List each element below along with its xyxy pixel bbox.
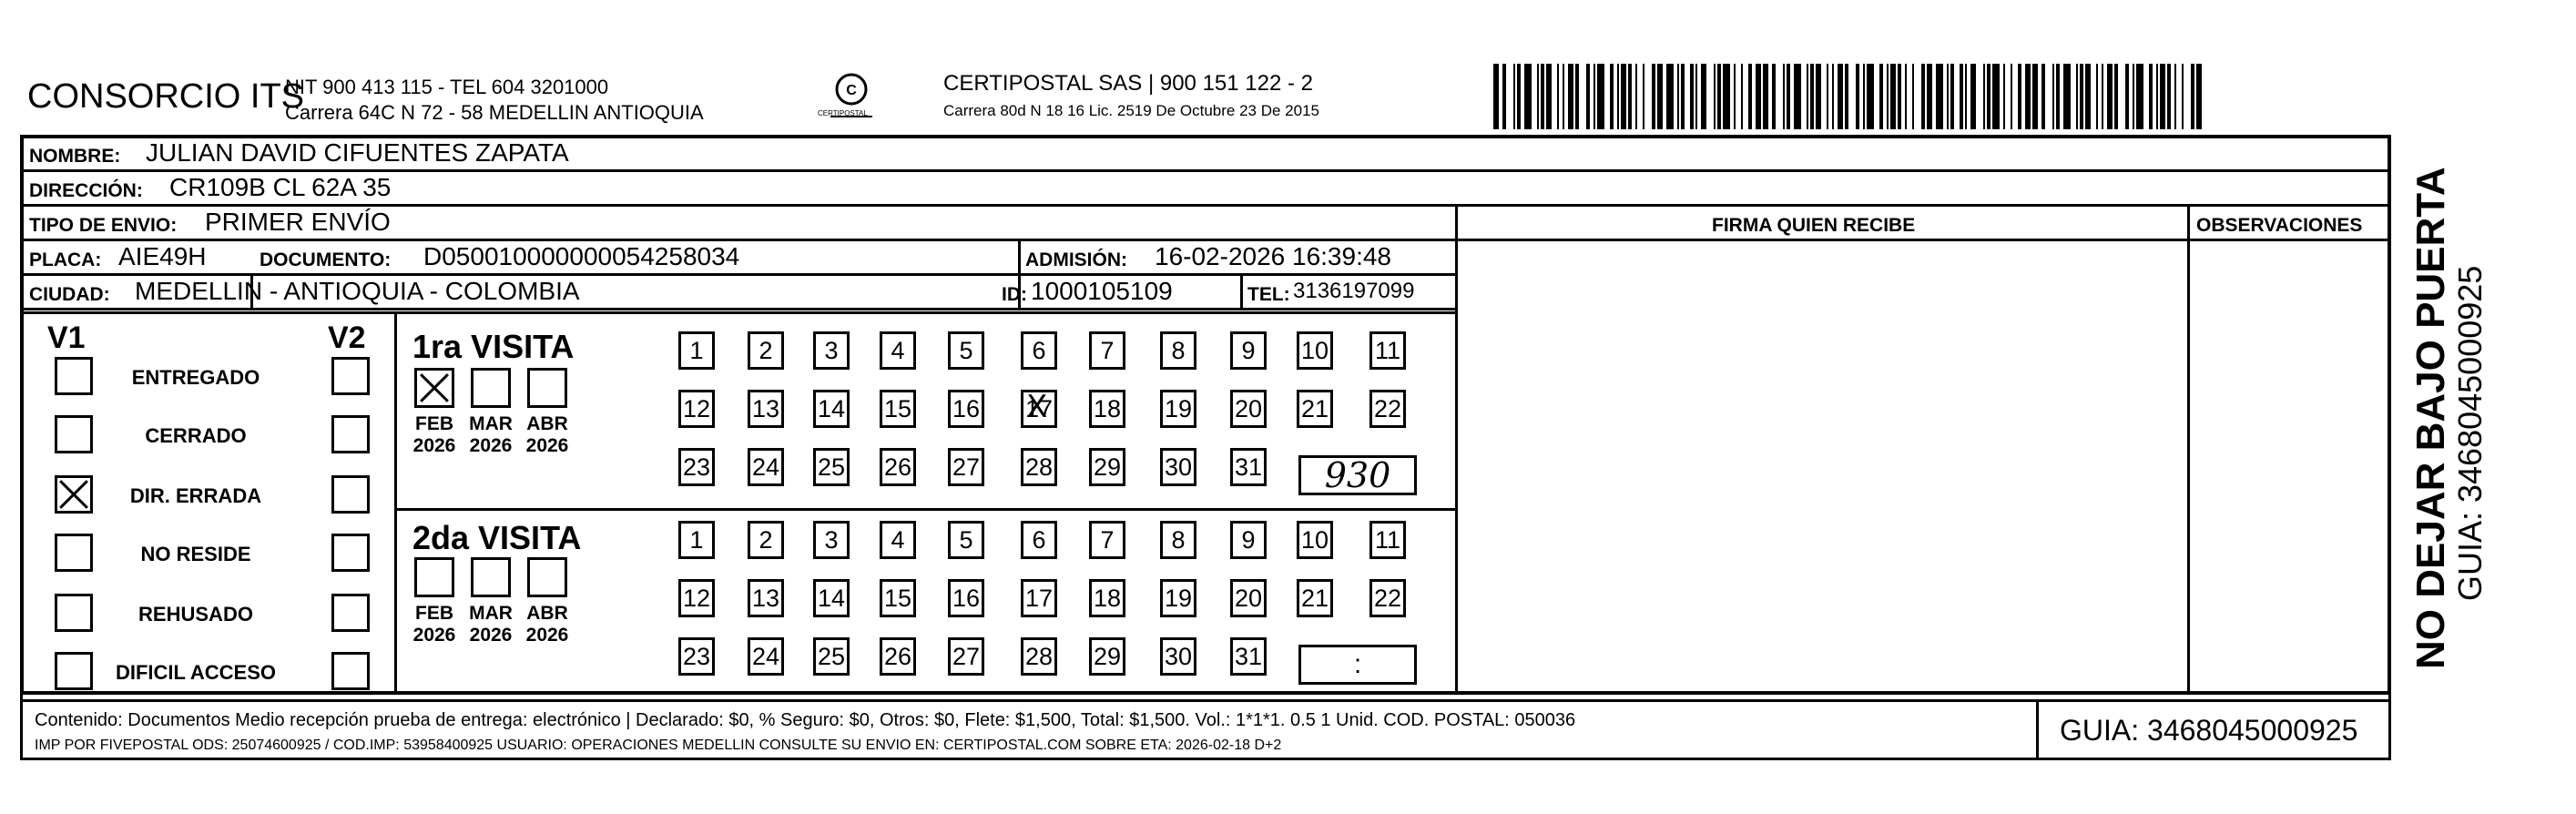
day-box-28[interactable]: 28 xyxy=(1021,637,1057,676)
day-box-5[interactable]: 5 xyxy=(948,521,984,559)
barcode-bar xyxy=(1643,64,1644,129)
company-contact xyxy=(285,75,704,126)
day-box-23[interactable]: 23 xyxy=(678,448,715,486)
barcode-bar xyxy=(1586,64,1590,129)
barcode-bar xyxy=(1970,64,1976,129)
barcode-bar xyxy=(2191,64,2194,129)
barcode-bar xyxy=(1748,64,1752,129)
month-checkbox-mar[interactable] xyxy=(471,557,511,597)
barcode-bar xyxy=(1887,64,1889,129)
day-box-29[interactable]: 29 xyxy=(1089,637,1125,676)
barcode-bar xyxy=(1695,64,1697,129)
day-box-28[interactable]: 28 xyxy=(1021,448,1057,486)
day-box-9[interactable]: 9 xyxy=(1230,521,1267,559)
day-box-30[interactable]: 30 xyxy=(1160,448,1196,486)
barcode-bar xyxy=(1947,64,1949,129)
v2-label: V2 xyxy=(328,321,366,355)
barcode-bar xyxy=(2032,64,2038,129)
day-box-14[interactable]: 14 xyxy=(813,579,850,617)
day-box-3[interactable]: 3 xyxy=(813,521,850,559)
barcode-bar xyxy=(1657,64,1663,129)
day-box-2[interactable]: 2 xyxy=(748,331,784,370)
barcode-bar xyxy=(2056,64,2060,129)
barcode-bar xyxy=(1832,64,1834,129)
barcode-bar xyxy=(1690,64,1694,129)
month-year: 2026 xyxy=(412,435,456,456)
barcode-bar xyxy=(1621,64,1626,129)
barcode-bar xyxy=(2174,64,2176,129)
day-box-31[interactable]: 31 xyxy=(1230,448,1267,486)
admision-value: 16-02-2026 16:39:48 xyxy=(1155,242,1391,270)
barcode-bar xyxy=(1936,64,1943,129)
month-name: MAR xyxy=(469,413,513,434)
month-name: FEB xyxy=(415,413,453,434)
month-year: 2026 xyxy=(469,435,513,456)
day-box-19[interactable]: 19 xyxy=(1160,579,1196,617)
barcode-bar xyxy=(1597,64,1604,129)
logo-text: CERTIPOSTAL xyxy=(818,109,868,117)
barcode-bar xyxy=(1879,64,1883,129)
placa-label: PLACA: xyxy=(29,249,102,270)
v2-checkbox-entregado[interactable] xyxy=(331,357,370,395)
nombre-value: JULIAN DAVID CIFUENTES ZAPATA xyxy=(146,138,569,167)
barcode-bar xyxy=(1563,64,1564,129)
barcode-bar xyxy=(1524,64,1532,129)
barcode-bar xyxy=(2196,64,2202,129)
placa-value: AIE49H xyxy=(118,242,207,270)
day-box-12[interactable]: 12 xyxy=(678,579,715,617)
barcode-bar xyxy=(1905,64,1907,129)
barcode-bar xyxy=(2085,64,2091,129)
v2-checkbox-rehusado[interactable] xyxy=(331,594,370,632)
barcode-bar xyxy=(1557,64,1559,129)
day-box-23[interactable]: 23 xyxy=(678,637,715,676)
admision-label: ADMISIÓN: xyxy=(1025,249,1127,270)
barcode-bar xyxy=(1717,64,1721,129)
barcode-bar xyxy=(1992,64,2000,129)
barcode-bar xyxy=(1610,64,1614,129)
month-year: 2026 xyxy=(525,625,569,646)
status-label: DIFICIL ACCESO xyxy=(115,661,276,684)
day-box-21[interactable]: 21 xyxy=(1297,579,1333,617)
barcode-bar xyxy=(2080,64,2083,129)
day-box-9[interactable]: 9 xyxy=(1230,331,1267,370)
day-box-11[interactable]: 11 xyxy=(1369,521,1406,559)
day-box-15[interactable]: 15 xyxy=(880,579,916,617)
barcode-bar xyxy=(1816,64,1821,129)
day-box-1[interactable]: 1 xyxy=(678,521,715,559)
tipo-envio-label: TIPO DE ENVIO: xyxy=(29,215,178,236)
barcode-bar xyxy=(1493,64,1499,129)
barcode-bar xyxy=(2156,64,2158,129)
barcode-bar xyxy=(1517,64,1521,129)
tipo-envio-value: PRIMER ENVÍO xyxy=(205,208,391,236)
barcode-bar xyxy=(1617,64,1619,129)
barcode-bar xyxy=(1845,64,1848,129)
day-box-10[interactable]: 10 xyxy=(1297,521,1333,559)
barcode-bar xyxy=(1838,64,1843,129)
day-box-27[interactable]: 27 xyxy=(948,448,984,486)
barcode-bar xyxy=(2102,64,2103,129)
barcode-bar xyxy=(1921,64,1925,129)
day-box-24[interactable]: 24 xyxy=(748,637,784,676)
tel-label: TEL: xyxy=(1247,284,1290,305)
day-box-10[interactable]: 10 xyxy=(1297,331,1333,370)
day-box-16[interactable]: 16 xyxy=(948,579,984,617)
observaciones-header: OBSERVACIONES xyxy=(2196,215,2363,236)
barcode-bar xyxy=(1787,64,1790,129)
day-box-6[interactable]: 6 xyxy=(1021,331,1057,370)
day-box-14[interactable]: 14 xyxy=(813,390,850,428)
month-label xyxy=(468,413,514,457)
barcode-bar xyxy=(1537,64,1539,129)
month-year: 2026 xyxy=(525,435,569,456)
status-label: ENTREGADO xyxy=(131,366,260,389)
day-box-13[interactable]: 13 xyxy=(748,390,784,428)
day-box-17[interactable]: 17 X xyxy=(1021,390,1057,428)
barcode-bar xyxy=(2114,64,2118,129)
barcode-bar xyxy=(1856,64,1859,129)
day-box-24[interactable]: 24 xyxy=(748,448,784,486)
barcode-bar xyxy=(2167,64,2171,129)
day-box-15[interactable]: 15 xyxy=(880,390,916,428)
barcode-bar xyxy=(2003,64,2005,129)
direccion-label: DIRECCIÓN: xyxy=(29,180,143,201)
day-box-19[interactable]: 19 xyxy=(1160,390,1196,428)
month-label xyxy=(412,603,457,646)
day-box-26[interactable]: 26 xyxy=(880,448,916,486)
footer-contenido: Contenido: Documentos Medio recepción prueba de entrega: electrónico | Declarado: $0, % Seguro: $0, Otros: $0, Flete: $1,500, Total: $1,500. Vol.: 1*1*1. 0.5 1 Unid. COD. POSTAL: 050036 xyxy=(35,710,1576,730)
day-box-22[interactable]: 22 xyxy=(1369,390,1406,428)
month-year: 2026 xyxy=(469,625,513,646)
day-box-13[interactable]: 13 xyxy=(748,579,784,617)
firma-header: FIRMA QUIEN RECIBE xyxy=(1712,215,1916,236)
day-box-6[interactable]: 6 xyxy=(1021,521,1057,559)
nombre-label: NOMBRE: xyxy=(29,146,121,167)
barcode xyxy=(1493,64,2213,129)
side-warning: NO DEJAR BAJO PUERTA xyxy=(2408,167,2453,669)
direccion-value: CR109B CL 62A 35 xyxy=(169,173,392,201)
barcode-bar xyxy=(2076,64,2078,129)
barcode-bar xyxy=(1734,64,1736,129)
barcode-bar xyxy=(1546,64,1552,129)
barcode-bar xyxy=(1960,64,1963,129)
barcode-bar xyxy=(1965,64,1967,129)
v2-checkbox-dificil-acceso[interactable] xyxy=(331,652,370,690)
barcode-bar xyxy=(2052,64,2054,129)
barcode-bar xyxy=(1987,64,1991,129)
svg-text:C: C xyxy=(846,83,857,98)
day-box-1[interactable]: 1 xyxy=(678,331,715,370)
v2-checkbox-cerrado[interactable] xyxy=(331,415,370,453)
barcode-bar xyxy=(2096,64,2098,129)
day-box-18[interactable]: 18 xyxy=(1089,579,1125,617)
barcode-bar xyxy=(1950,64,1954,129)
barcode-bar xyxy=(2160,64,2165,129)
visit2-title: 2da VISITA xyxy=(412,519,582,556)
barcode-bar xyxy=(1635,64,1637,129)
month-name: ABR xyxy=(526,413,568,434)
company-address: Carrera 64C N 72 - 58 MEDELLIN ANTIOQUIA xyxy=(285,101,704,124)
barcode-bar xyxy=(2011,64,2012,129)
visit1-hour-box[interactable] xyxy=(1298,455,1417,495)
barcode-bar xyxy=(1568,64,1573,129)
day-box-8[interactable]: 8 xyxy=(1160,331,1196,370)
barcode-bar xyxy=(1783,64,1785,129)
barcode-bar xyxy=(1681,64,1685,129)
barcode-bar xyxy=(1772,64,1776,129)
certipostal-address: Carrera 80d N 18 16 Lic. 2519 De Octubre 23 De 2015 xyxy=(943,102,1319,119)
barcode-bar xyxy=(1763,64,1768,129)
status-label: NO RESIDE xyxy=(140,543,251,565)
visit1-title: 1ra VISITA xyxy=(412,328,575,365)
documento-value: D050010000000054258034 xyxy=(423,242,740,270)
month-checkbox-abr[interactable] xyxy=(527,368,567,408)
barcode-bar xyxy=(2018,64,2021,129)
month-name: ABR xyxy=(526,603,568,624)
day-box-27[interactable]: 27 xyxy=(948,637,984,676)
barcode-bar xyxy=(1593,64,1595,129)
barcode-bar xyxy=(2136,64,2143,129)
day-box-21[interactable]: 21 xyxy=(1297,390,1333,428)
month-checkbox-feb[interactable] xyxy=(414,368,454,408)
month-name: MAR xyxy=(469,603,513,624)
barcode-bar xyxy=(1794,64,1801,129)
day-box-16[interactable]: 16 xyxy=(948,390,984,428)
month-label xyxy=(468,603,514,646)
side-guia: GUIA: 3468045000925 xyxy=(2451,265,2489,601)
barcode-bar xyxy=(2107,64,2113,129)
day-box-4[interactable]: 4 xyxy=(880,521,916,559)
barcode-bar xyxy=(1863,64,1865,129)
v1-label: V1 xyxy=(47,321,86,355)
day-box-18[interactable]: 18 xyxy=(1089,390,1125,428)
barcode-bar xyxy=(1912,64,1914,129)
barcode-bar xyxy=(1628,64,1632,129)
day-box-25[interactable]: 25 xyxy=(813,637,850,676)
barcode-bar xyxy=(2133,64,2134,129)
barcode-bar xyxy=(2182,64,2184,129)
visit1-hour: 930 xyxy=(1324,455,1391,495)
day-box-7[interactable]: 7 xyxy=(1089,331,1125,370)
barcode-bar xyxy=(1741,64,1743,129)
barcode-bar xyxy=(1652,64,1655,129)
month-year: 2026 xyxy=(412,625,456,646)
barcode-bar xyxy=(2149,64,2153,129)
status-label: REHUSADO xyxy=(138,603,253,626)
barcode-bar xyxy=(1810,64,1814,129)
footer-impresion: IMP POR FIVEPOSTAL ODS: 25074600925 / COD.IMP: 53958400925 USUARIO: OPERACIONES MEDELLIN CONSULTE SU ENVIO EN: CERTIPOSTAL.COM SOBRE ETA: 2026-02-18 D+2 xyxy=(35,738,1282,753)
v2-checkbox-dir-errada[interactable] xyxy=(331,475,370,514)
status-label: DIR. ERRADA xyxy=(129,484,262,507)
barcode-bar xyxy=(2063,64,2071,129)
barcode-bar xyxy=(1677,64,1679,129)
tel-value: 3136197099 xyxy=(1293,279,1415,303)
barcode-bar xyxy=(2025,64,2031,129)
month-name: FEB xyxy=(415,603,453,624)
barcode-bar xyxy=(1756,64,1761,129)
barcode-bar xyxy=(1575,64,1579,129)
barcode-bar xyxy=(1666,64,1674,129)
barcode-bar xyxy=(1502,64,1506,129)
month-label xyxy=(524,603,570,646)
nit-line: NIT 900 413 115 - TEL 604 3201000 xyxy=(285,76,609,98)
barcode-bar xyxy=(1890,64,1896,129)
barcode-bar xyxy=(1714,64,1716,129)
day-box-12[interactable]: 12 xyxy=(678,390,715,428)
visit2-hour-box[interactable] xyxy=(1298,645,1417,685)
day-box-4[interactable]: 4 xyxy=(880,331,916,370)
day-box-11[interactable]: 11 xyxy=(1369,331,1406,370)
barcode-bar xyxy=(2125,64,2129,129)
day-box-3[interactable]: 3 xyxy=(813,331,850,370)
day-box-26[interactable]: 26 xyxy=(880,637,916,676)
v2-checkbox-no-reside[interactable] xyxy=(331,534,370,572)
barcode-bar xyxy=(2041,64,2045,129)
month-checkbox-mar[interactable] xyxy=(471,368,511,408)
day-box-20[interactable]: 20 xyxy=(1230,390,1267,428)
status-label: CERRADO xyxy=(145,424,247,447)
visit2-hour: : xyxy=(1353,649,1362,679)
barcode-bar xyxy=(1983,64,1985,129)
month-checkbox-feb[interactable] xyxy=(414,557,454,597)
day-box-22[interactable]: 22 xyxy=(1369,579,1406,617)
certipostal-line: CERTIPOSTAL SAS | 900 151 122 - 2 xyxy=(943,71,1313,96)
barcode-bar xyxy=(1807,64,1808,129)
month-label xyxy=(412,413,457,457)
day-box-7[interactable]: 7 xyxy=(1089,521,1125,559)
month-checkbox-abr[interactable] xyxy=(527,557,567,597)
ciudad-value: MEDELLIN - ANTIOQUIA - COLOMBIA xyxy=(135,277,580,305)
barcode-bar xyxy=(1701,64,1706,129)
day-box-25[interactable]: 25 xyxy=(813,448,850,486)
documento-label: DOCUMENTO: xyxy=(260,249,392,270)
barcode-bar xyxy=(1541,64,1544,129)
footer-guia: GUIA: 3468045000925 xyxy=(2060,714,2358,747)
day-box-31[interactable]: 31 xyxy=(1230,637,1267,676)
day-box-20[interactable]: 20 xyxy=(1230,579,1267,617)
day-box-30[interactable]: 30 xyxy=(1160,637,1196,676)
day-box-5[interactable]: 5 xyxy=(948,331,984,370)
day-box-8[interactable]: 8 xyxy=(1160,521,1196,559)
barcode-bar xyxy=(1827,64,1828,129)
month-label xyxy=(524,413,570,457)
barcode-bar xyxy=(1867,64,1874,129)
day-box-29[interactable]: 29 xyxy=(1089,448,1125,486)
barcode-bar xyxy=(1723,64,1730,129)
id-value: 1000105109 xyxy=(1031,277,1173,305)
barcode-bar xyxy=(1898,64,1901,129)
ciudad-label: CIUDAD: xyxy=(29,284,110,305)
barcode-bar xyxy=(1513,64,1515,129)
barcode-bar xyxy=(1927,64,1932,129)
day-box-2[interactable]: 2 xyxy=(748,521,784,559)
id-label: ID: xyxy=(1002,284,1027,305)
day-box-17[interactable]: 17 xyxy=(1021,579,1057,617)
company-name: CONSORCIO ITS xyxy=(27,77,305,116)
